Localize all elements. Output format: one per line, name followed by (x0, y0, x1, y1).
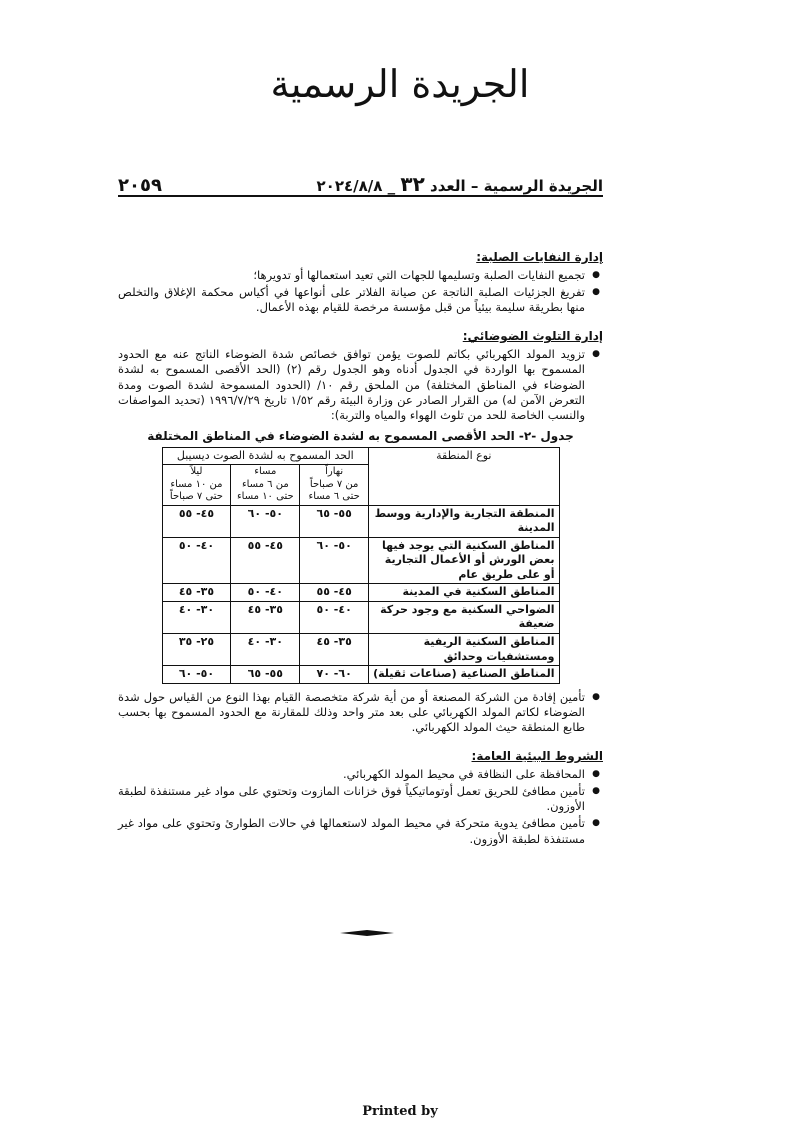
zone-cell: المناطق السكنية في المدينة (369, 584, 559, 602)
evening-value: ٥٠- ٦٠ (231, 505, 300, 537)
list-item: ● تأمين مطافئ يدوية متحركة في محيط المولد لاستعمالها في حالات الطوارئ وتحتوي على مواد غير مستنفذة لطبقة الأوزون. (118, 816, 585, 846)
day-value: ٥٥- ٦٥ (300, 505, 369, 537)
zone-cell: المناطق السكنية الريفية ومستشفيات وحدائق (369, 634, 559, 666)
day-value: ٣٥- ٤٥ (300, 634, 369, 666)
spacer (118, 321, 603, 329)
noise-followup-list (118, 690, 603, 736)
table-row (162, 505, 559, 537)
period-day-header (300, 465, 369, 506)
night-value: ٤٥- ٥٥ (162, 505, 231, 537)
spacer (118, 741, 603, 749)
issue-date: _ ٢٠٢٤/٨/٨ (316, 177, 396, 195)
general-conditions-list (118, 767, 603, 847)
solid-waste-title: إدارة النفايات الصلبة: (476, 250, 603, 264)
list-item: ● تأمين مطافئ للحريق تعمل أوتوماتيكياً فوق خزانات المازوت وتحتوي على مواد غير مستنفذة لطبقة الأوزون. (118, 784, 585, 814)
issue-number: ٣٢ (400, 172, 425, 196)
evening-value: ٣٠- ٤٠ (231, 634, 300, 666)
masthead-title: الجريدة الرسمية (270, 62, 530, 106)
printed-by-footer: Printed by (362, 1104, 438, 1119)
table-title: جدول -٢- الحد الأقصى المسموح به لشدة الضوضاء في المناطق المختلفة (147, 429, 574, 444)
noise-limits-table (162, 447, 560, 684)
issue-info (317, 172, 603, 196)
night-value: ٣٠- ٤٠ (162, 601, 231, 633)
period-name: مساء (254, 466, 277, 478)
table-row (162, 666, 559, 684)
table-row (162, 584, 559, 602)
evening-value: ٤٠- ٥٠ (231, 584, 300, 602)
zone-header: نوع المنطقة (369, 447, 559, 505)
zone-cell: المنطقة التجارية والإدارية ووسط المدينة (369, 505, 559, 537)
header-rule (118, 195, 603, 197)
noise-title: إدارة التلوث الضوضائي: (462, 329, 603, 344)
general-conditions-title: الشروط البيئية العامة: (471, 749, 603, 764)
noise-list (118, 347, 603, 423)
issue-prefix: الجريدة الرسمية – العدد (430, 177, 603, 195)
limit-header: الحد المسموح به لشدة الصوت ديسيبل (162, 447, 369, 465)
period-evening-header (231, 465, 300, 506)
end-ornament-icon (340, 930, 394, 936)
document-body (118, 250, 603, 853)
day-value: ٤٠- ٥٠ (300, 601, 369, 633)
period-range: من ١٠ مساء حتى ٧ صباحاً (169, 478, 223, 503)
table-header-row (162, 447, 559, 465)
table-row (162, 634, 559, 666)
issue-header (118, 172, 603, 196)
day-value: ٦٠- ٧٠ (300, 666, 369, 684)
night-value: ٥٠- ٦٠ (162, 666, 231, 684)
list-item: ● تفريغ الجزئيات الصلبة الناتجة عن صيانة الفلاتر على أنواعها في أكياس محكمة الإغلاق والتخلص منها بطريقة سليمة بيئياً من قبل مؤسسة مرخصة للقيام بهذه الأعمال. (118, 285, 585, 315)
night-value: ٤٠- ٥٠ (162, 537, 231, 584)
zone-cell: المناطق الصناعية (صناعات ثقيلة) (369, 666, 559, 684)
period-name: ليلاً (190, 466, 203, 478)
page-number: ٢٠٥٩ (118, 175, 162, 196)
evening-value: ٥٥- ٦٥ (231, 666, 300, 684)
night-value: ٢٥- ٣٥ (162, 634, 231, 666)
day-value: ٤٥- ٥٥ (300, 584, 369, 602)
zone-cell: الضواحي السكنية مع وجود حركة ضعيفة (369, 601, 559, 633)
list-item: ● المحافظة على النظافة في محيط المولد الكهربائي. (118, 767, 585, 782)
list-item: ● تجميع النفايات الصلبة وتسليمها للجهات التي تعيد استعمالها أو تدويرها؛ (118, 268, 585, 283)
night-value: ٣٥- ٤٥ (162, 584, 231, 602)
evening-value: ٣٥- ٤٥ (231, 601, 300, 633)
solid-waste-list (118, 268, 603, 316)
list-item: ● تزويد المولد الكهربائي بكاتم للصوت يؤمن توافق خصائص شدة الضوضاء الناتج عنه مع الحدود المسموح بها الواردة في الجدول أدناه وهو الجدول رقم (٢) (الحد الأقصى المسموح به لشدة الضوضاء في المناطق المختلفة) من الملحق رقم ١٠/ (الحدود المسموحة لشدة الصوت ومدة التعرض الآمن له) من القرار الصادر عن وزارة البيئة رقم ١/٥٢ تاريخ ١٩٩٦/٧/٢٩ (تحديد المواصفات والنسب الخاصة للحد من تلوث الهواء والمياه والتربة): (118, 347, 585, 423)
period-name: نهاراً (325, 466, 344, 478)
period-range: من ٧ صباحاً حتى ٦ مساء (308, 478, 360, 503)
evening-value: ٤٥- ٥٥ (231, 537, 300, 584)
table-row (162, 537, 559, 584)
day-value: ٥٠- ٦٠ (300, 537, 369, 584)
period-range: من ٦ مساء حتى ١٠ مساء (236, 478, 294, 503)
zone-cell: المناطق السكنية التي يوجد فيها بعض الورش أو الأعمال التجارية أو على طريق عام (369, 537, 559, 584)
period-night-header (162, 465, 231, 506)
table-row (162, 601, 559, 633)
list-item: ● تأمين إفادة من الشركة المصنعة أو من أية شركة متخصصة القيام بهذا النوع من القياس حول شدة الضوضاء لكاتم المولد الكهربائي على بعد متر واحد وذلك للمقارنة مع الحدود المسموح بها بحسب طابع المنطقة حيث المولد الكهربائي. (118, 690, 585, 736)
